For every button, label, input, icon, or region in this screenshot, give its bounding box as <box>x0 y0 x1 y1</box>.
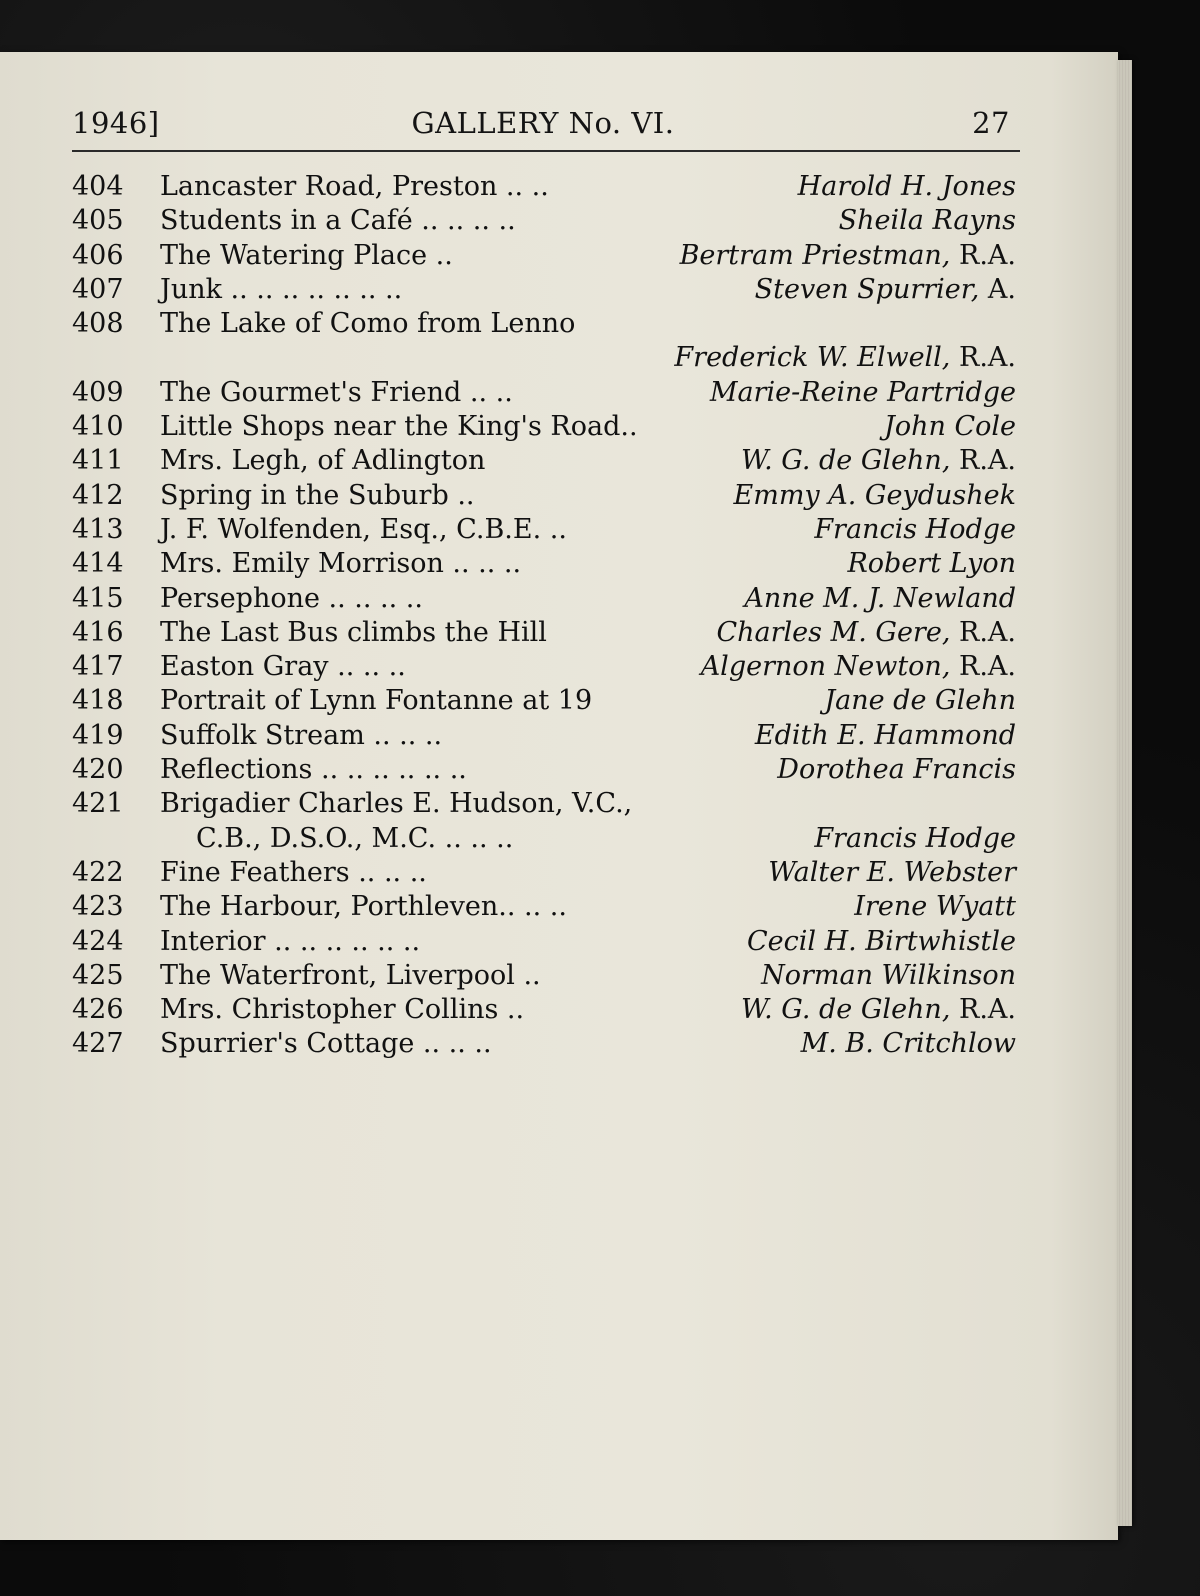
artwork-title: J. F. Wolfenden, Esq., C.B.E. .. <box>160 513 567 545</box>
header-year: 1946] <box>72 106 160 140</box>
artwork-title: Students in a Café .. .. .. .. <box>160 205 516 237</box>
artwork-title: Spurrier's Cottage .. .. .. <box>160 1028 492 1060</box>
artist-name: Anne M. J. Newland <box>744 582 1016 614</box>
artist-name: Francis Hodge <box>814 513 1016 545</box>
artist-name-group <box>814 822 1016 856</box>
page-edges <box>1118 60 1132 1526</box>
catalogue-number: 411 <box>72 445 124 477</box>
catalogue-number: 426 <box>72 994 124 1026</box>
artist-name-group <box>710 376 1016 410</box>
artwork-title: The Waterfront, Liverpool .. <box>160 959 541 991</box>
artist-name: Marie-Reine Partridge <box>709 376 1016 408</box>
list-item <box>72 204 1016 238</box>
list-item <box>72 993 1016 1027</box>
catalogue-number: 407 <box>72 273 124 305</box>
catalogue-number: 422 <box>72 856 124 888</box>
artwork-title: Fine Feathers .. .. .. <box>160 856 427 888</box>
catalogue-list <box>72 170 1016 1062</box>
artwork-title: The Harbour, Porthleven.. .. .. <box>160 891 567 923</box>
catalogue-number: 405 <box>72 205 124 237</box>
artwork-title: C.B., D.S.O., M.C. .. .. .. <box>196 822 514 854</box>
list-item <box>72 822 1016 856</box>
catalogue-number: 420 <box>72 754 124 786</box>
list-item <box>72 650 1016 684</box>
artwork-title: Reflections .. .. .. .. .. .. <box>160 754 467 786</box>
artist-name-group <box>755 273 1016 307</box>
artist-name-group <box>755 719 1016 753</box>
catalogue-number: 409 <box>72 376 124 408</box>
artist-name: Frederick W. Elwell, <box>674 342 951 374</box>
list-item <box>72 890 1016 924</box>
artist-name: Harold H. Jones <box>797 171 1016 202</box>
artist-name-group <box>801 1027 1016 1061</box>
artwork-title: Portrait of Lynn Fontanne at 19 <box>160 685 593 717</box>
list-item <box>72 307 1016 341</box>
artist-name: Charles M. Gere, <box>716 616 951 648</box>
artist-name-group <box>847 547 1016 581</box>
catalogue-number: 417 <box>72 651 124 683</box>
artwork-title: Suffolk Stream .. .. .. <box>160 719 443 751</box>
artwork-title: Little Shops near the King's Road.. <box>160 411 638 443</box>
header-rule <box>72 150 1020 152</box>
catalogue-number: 406 <box>72 239 124 271</box>
list-item <box>72 787 1016 821</box>
artist-name-group <box>884 410 1016 444</box>
list-item <box>72 479 1016 513</box>
list-item <box>72 856 1016 890</box>
artist-honour: R.A. <box>959 342 1016 374</box>
artist-name: Emmy A. Geydushek <box>733 479 1016 511</box>
artwork-title: The Last Bus climbs the Hill <box>160 616 547 648</box>
catalogue-number: 419 <box>72 719 124 751</box>
artwork-title: Lancaster Road, Preston .. .. <box>160 171 549 202</box>
artist-name: Jane de Glehn <box>824 685 1016 717</box>
list-item <box>72 273 1016 307</box>
artist-name-group <box>777 753 1016 787</box>
artist-name: W. G. de Glehn, <box>741 445 951 477</box>
artwork-title: Mrs. Emily Morrison .. .. .. <box>160 548 522 580</box>
artist-name-group <box>814 513 1016 547</box>
artist-name-group <box>741 993 1016 1027</box>
artist-name: Bertram Priestman, <box>679 239 951 271</box>
artist-name: Walter E. Webster <box>768 856 1016 888</box>
artist-name-group <box>824 684 1016 718</box>
catalogue-number: 427 <box>72 1028 124 1060</box>
artist-name: John Cole <box>884 411 1016 443</box>
page-header <box>72 106 1014 150</box>
page-title: GALLERY No. VI. <box>411 106 675 140</box>
artist-name: Norman Wilkinson <box>761 959 1016 991</box>
artist-name: Edith E. Hammond <box>754 719 1016 751</box>
artist-honour: R.A. <box>959 651 1016 683</box>
catalogue-number: 425 <box>72 959 124 991</box>
catalogue-number: 408 <box>72 308 124 340</box>
artist-honour: R.A. <box>959 239 1016 271</box>
artist-name: W. G. de Glehn, <box>741 994 951 1026</box>
catalogue-number: 416 <box>72 616 124 648</box>
catalogue-number: 415 <box>72 582 124 614</box>
list-item <box>72 239 1016 273</box>
artist-name: M. B. Critchlow <box>800 1028 1016 1060</box>
list-item <box>72 925 1016 959</box>
artist-name-group <box>768 856 1016 890</box>
artist-name: Steven Spurrier, <box>754 273 980 305</box>
artwork-title: Persephone .. .. .. .. <box>160 582 423 614</box>
list-item <box>72 513 1016 547</box>
catalogue-number: 414 <box>72 548 124 580</box>
list-item <box>72 1027 1016 1061</box>
catalogue-number: 404 <box>72 171 124 202</box>
catalogue-number: 410 <box>72 411 124 443</box>
list-item <box>72 341 1016 375</box>
artwork-title: Spring in the Suburb .. <box>160 479 475 511</box>
artist-honour: R.A. <box>959 994 1016 1026</box>
artist-name-group <box>839 204 1016 238</box>
list-item <box>72 444 1016 478</box>
artist-name-group <box>680 239 1016 273</box>
artist-name-group <box>798 170 1016 204</box>
artwork-title: Brigadier Charles E. Hudson, V.C., <box>160 788 633 820</box>
artwork-title: Interior .. .. .. .. .. .. <box>160 925 421 957</box>
artist-name: Francis Hodge <box>814 822 1016 854</box>
catalogue-number: 423 <box>72 891 124 923</box>
artist-name-group <box>747 925 1016 959</box>
artwork-title: The Gourmet's Friend .. .. <box>160 376 513 408</box>
artist-name: Sheila Rayns <box>838 205 1016 237</box>
list-item <box>72 719 1016 753</box>
artist-name-group <box>701 650 1016 684</box>
catalogue-number: 418 <box>72 685 124 717</box>
artist-name: Cecil H. Birtwhistle <box>746 925 1016 957</box>
list-item <box>72 616 1016 650</box>
list-item <box>72 753 1016 787</box>
catalogue-number: 424 <box>72 925 124 957</box>
list-item <box>72 170 1016 204</box>
list-item <box>72 547 1016 581</box>
artist-name-group <box>734 479 1016 513</box>
artist-name-group <box>744 582 1016 616</box>
artist-name: Dorothea Francis <box>777 754 1016 786</box>
artist-name: Algernon Newton, <box>700 651 951 683</box>
artwork-title: Mrs. Legh, of Adlington <box>160 445 486 477</box>
list-item <box>72 684 1016 718</box>
artist-name-group <box>854 890 1016 924</box>
artwork-title: The Watering Place .. <box>160 239 453 271</box>
artwork-title: Junk .. .. .. .. .. .. .. <box>160 273 403 305</box>
list-item <box>72 410 1016 444</box>
list-item <box>72 582 1016 616</box>
catalogue-number: 413 <box>72 513 124 545</box>
artist-name: Irene Wyatt <box>854 891 1016 923</box>
artwork-title: Easton Gray .. .. .. <box>160 651 406 683</box>
artist-name-group <box>674 341 1016 375</box>
list-item <box>72 959 1016 993</box>
artist-honour: A. <box>987 273 1016 305</box>
artist-name: Robert Lyon <box>847 548 1016 580</box>
page-number: 27 <box>972 106 1010 140</box>
artwork-title: Mrs. Christopher Collins .. <box>160 994 525 1026</box>
artwork-title: The Lake of Como from Lenno <box>160 308 576 340</box>
list-item <box>72 376 1016 410</box>
artist-name-group <box>741 444 1016 478</box>
artist-name-group <box>716 616 1016 650</box>
artist-name-group <box>761 959 1016 993</box>
catalogue-number: 421 <box>72 788 124 820</box>
artist-honour: R.A. <box>959 616 1016 648</box>
artist-honour: R.A. <box>959 445 1016 477</box>
catalogue-number: 412 <box>72 479 124 511</box>
